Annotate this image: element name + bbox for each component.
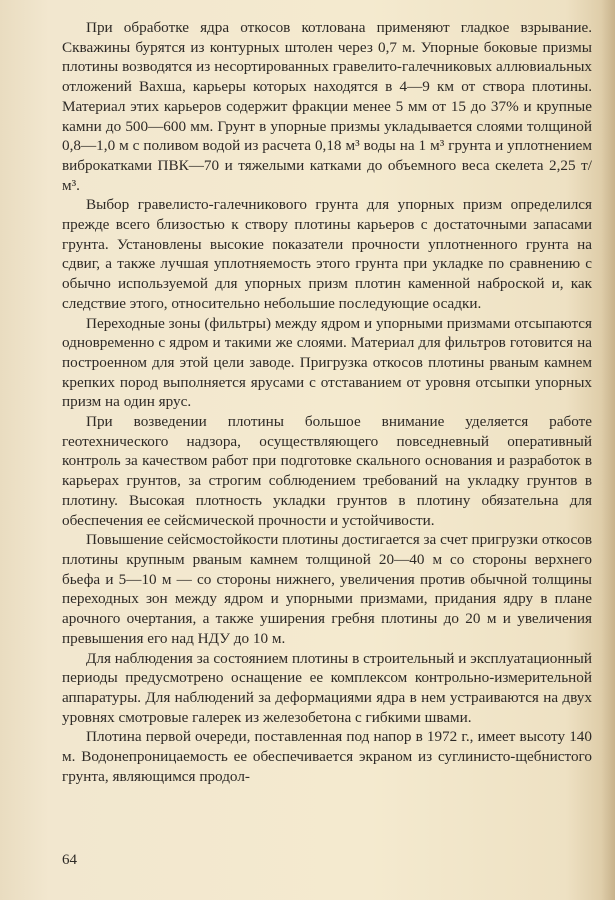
paragraph-6: Для наблюдения за состоянием плотины в строительный и эксплуатационный периоды предусмотрено оснащение ее комплексом контрольно-измерительной аппаратуры. Для наблюдений за деформациями ядра в нем устраиваются на двух уровнях смотровые галерек из железобетона с гибкими швами. (62, 649, 592, 726)
paragraph-1: При обработке ядра откосов котлована применяют гладкое взрывание. Скважины бурятся из контурных штолен через 0,7 м. Упорные боковые призмы плотины возводятся из несортированных гравелито-галечниковых аллювиальных отложений Вахша, карьеры которых находятся в 4—9 км от створа плотины. Материал этих карьеров содержит фракции менее 5 мм от 15 до 37% и крупные камни до 500—600 мм. Грунт в упорные призмы укладывается слоями толщиной 0,8—1,0 м с поливом водой из расчета 0,18 м³ воды на 1 м³ грунта и уплотнением виброкатками ПВК—70 и тяжелыми катками до объемного веса скелета 2,25 т/м³. (62, 19, 592, 194)
page-number: 64 (62, 852, 77, 868)
paragraph-2: Выбор гравелисто-галечникового грунта для упорных призм определился прежде всего близостью к створу плотины карьеров с достаточными запасами грунта. Установлены высокие показатели прочности уплотненного грунта на сдвиг, а также лучшая уплотняемость этого грунта при укладке по сравнению с обычно используемой для упорных призм плотин каменной наброской и, как следствие этого, относительно небольшие последующие осадки. (62, 196, 592, 312)
paragraph-5: Повышение сейсмостойкости плотины достигается за счет пригрузки откосов плотины крупным рваным камнем толщиной 20—40 м со стороны верхнего бьефа и 5—10 м — со стороны нижнего, увеличения против обычной толщины переходных зон между ядром и упорными призмами, придания ядру в плане арочного очертания, а также уширения гребня плотины до 20 м и увеличения превышения его над НДУ до 10 м. (62, 531, 592, 647)
paragraph-3: Переходные зоны (фильтры) между ядром и упорными призмами отсыпаются одновременно с ядром и такими же слоями. Материал для фильтров готовится на построенном для этой цели заводе. Пригрузка откосов плотины рваным камнем крепких пород выполняется ярусами с отставанием от уровня отсыпки упорных призм на один ярус. (62, 314, 592, 411)
paragraph-4: При возведении плотины большое внимание уделяется работе геотехнического надзора, осуществляющего повседневный оперативный контроль за качеством работ при подготовке скального основания и разработок в карьерах грунтов, за строгим соблюдением требований на укладку грунтов в плотину. Высокая плотность укладки грунтов в плотину обязательна для обеспечения ее сейсмической прочности и устойчивости. (62, 413, 592, 529)
page-edge-shadow (601, 0, 615, 900)
body-text (62, 18, 592, 786)
paragraph-7: Плотина первой очереди, поставленная под напор в 1972 г., имеет высоту 140 м. Водонепроницаемость ее обеспечивается экраном из суглинисто-щебнистого грунта, являющимся продол- (62, 728, 592, 785)
